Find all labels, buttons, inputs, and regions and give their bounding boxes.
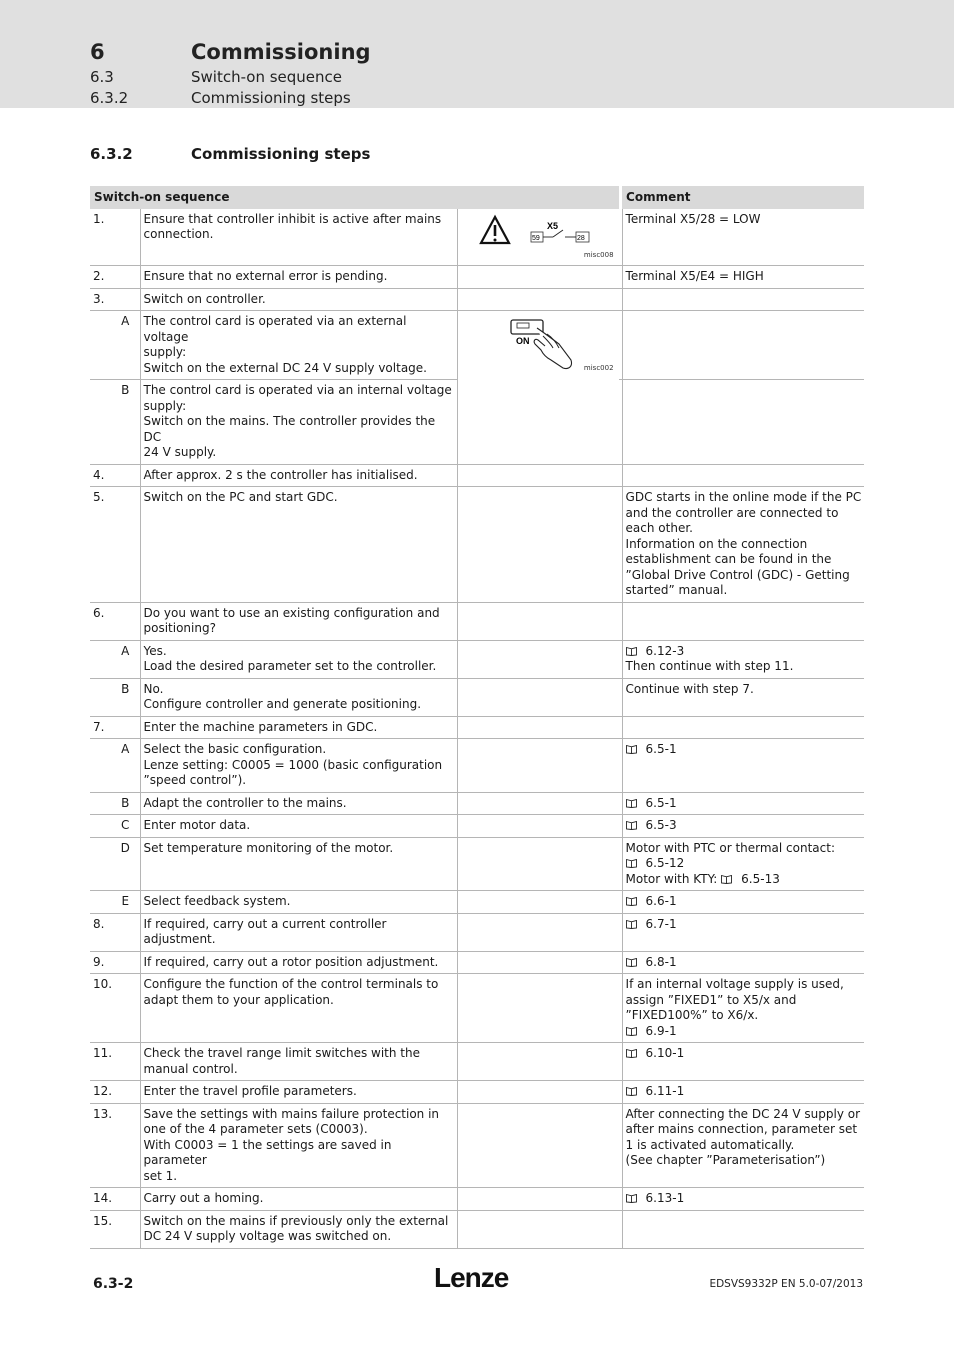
book-icon (721, 873, 732, 882)
on-label: ON (515, 336, 529, 346)
table-header-row (90, 186, 864, 209)
table-row: 15. Switch on the mains if previously only the external DC 24 V supply voltage was switched on. (90, 1210, 864, 1248)
table-row: 7. Enter the machine parameters in GDC. (90, 716, 864, 739)
terminal-59-label: 59 (531, 234, 540, 242)
book-icon (626, 895, 637, 904)
subsection-title: Commissioning steps (191, 89, 351, 107)
figure-label-misc002: misc002 (583, 364, 614, 372)
terminal-28-label: 28 (576, 234, 585, 242)
page-reference: 6.8-1 (645, 954, 677, 969)
figure-controller-inhibit (457, 209, 619, 266)
page-reference: 6.13-1 (645, 1191, 685, 1205)
book-icon (626, 1192, 637, 1201)
table-row: 9. If required, carry out a rotor position adjustment. 6.8-1 (90, 951, 864, 974)
page-reference: 6.5-13 (741, 871, 780, 886)
table-row: 3. Switch on controller. (90, 288, 864, 311)
page-section-title: Commissioning steps (191, 145, 371, 163)
page-reference: 6.12-3 (645, 643, 685, 658)
page-reference: 6.10-1 (645, 1046, 685, 1060)
page-reference: 6.7-1 (645, 916, 677, 931)
section-title: Switch-on sequence (191, 68, 343, 86)
page-reference: 6.5-1 (645, 742, 677, 756)
book-icon (626, 645, 637, 654)
book-icon (626, 1025, 637, 1034)
table-row: D Set temperature monitoring of the motor. Motor with PTC or thermal contact: 6.5-12 Motor with KTY: 6.5-13 (90, 837, 864, 891)
column-header-comment: Comment (622, 186, 864, 209)
ptc-label: Motor with PTC or thermal contact: (625, 840, 835, 855)
lenze-logo: Lenze (434, 1262, 509, 1293)
table-row: 14. Carry out a homing. 6.13-1 (90, 1188, 864, 1211)
book-icon (626, 857, 637, 866)
table-row: E Select feedback system. 6.6-1 (90, 891, 864, 914)
table-row: 6. Do you want to use an existing configuration and positioning? (90, 602, 864, 640)
kty-label: Motor with KTY: (625, 871, 718, 886)
book-icon (626, 1085, 637, 1094)
page-reference: 6.5-3 (645, 818, 677, 832)
chapter-number: 6 (90, 40, 105, 64)
commissioning-steps-table (90, 186, 864, 1249)
table-row: B No. Configure controller and generate positioning. Continue with step 7. (90, 678, 864, 716)
subsection-number: 6.3.2 (90, 89, 129, 107)
table-row: 1. Ensure that controller inhibit is active after mains connection. X5 59 28 misc008 Terminal X5/28 = LOW (90, 209, 864, 266)
column-header-sequence: Switch-on sequence (90, 186, 619, 209)
table-row: B Adapt the controller to the mains. 6.5-1 (90, 792, 864, 815)
page-section-number: 6.3.2 (90, 145, 133, 163)
book-icon (626, 743, 637, 752)
table-row: 10. Configure the function of the control terminals to adapt them to your application. If an internal voltage supply is used, assign ”FIXED1” to X5/x and ”FIXED100%” to X6/x. 6.9-1 (90, 974, 864, 1043)
document-id: EDSVS9332P EN 5.0-07/2013 (709, 1278, 863, 1290)
book-icon (626, 918, 637, 927)
page-reference: 6.11-1 (645, 1084, 685, 1098)
book-icon (626, 797, 637, 806)
figure-label-misc008: misc008 (583, 250, 614, 259)
table-row: A Yes. Load the desired parameter set to the controller. 6.12-3 Then continue with step 11. (90, 640, 864, 678)
section-number: 6.3 (90, 68, 114, 86)
book-icon (626, 956, 637, 965)
page-reference: 6.9-1 (645, 1023, 677, 1038)
page-reference: 6.5-1 (645, 795, 677, 810)
table-row: 11. Check the travel range limit switches with the manual control. 6.10-1 (90, 1043, 864, 1081)
table-row: 13. Save the settings with mains failure protection in one of the 4 parameter sets (C0003). With C0003 = 1 the settings are saved in parameter set 1. After connecting the DC 24 V supply or after mains connection, parameter set 1 is activated automatically. (See chapter ”Parameterisation”) (90, 1103, 864, 1188)
page-reference: 6.6-1 (645, 894, 677, 908)
chapter-title: Commissioning (191, 40, 371, 64)
book-icon (626, 1047, 637, 1056)
table-row: C Enter motor data. 6.5-3 (90, 815, 864, 838)
table-row: A Select the basic configuration. Lenze setting: C0005 = 1000 (basic configuration ”speed control”). 6.5-1 (90, 739, 864, 793)
table-row: A The control card is operated via an external voltage supply: Switch on the external DC 24 V supply voltage. ON misc002 (90, 311, 864, 380)
book-icon (626, 819, 637, 828)
page-reference: 6.5-12 (645, 856, 685, 870)
table-row: B The control card is operated via an internal voltage supply: Switch on the mains. The controller provides the DC 24 V supply. (90, 380, 864, 465)
page-number: 6.3-2 (93, 1276, 134, 1292)
header-band (0, 0, 954, 108)
table-row: 12. Enter the travel profile parameters. 6.11-1 (90, 1081, 864, 1104)
x5-label: X5 (546, 220, 558, 231)
table-row: 8. If required, carry out a current controller adjustment. 6.7-1 (90, 913, 864, 951)
table-row: 2. Ensure that no external error is pending. Terminal X5/E4 = HIGH (90, 266, 864, 289)
table-row: 5. Switch on the PC and start GDC. GDC starts in the online mode if the PC and the controller are connected to each other. Information on the connection establishment can be found in the ”Global Drive Control (GDC) - Getting started” manual. (90, 487, 864, 603)
table-row: 4. After approx. 2 s the controller has initialised. (90, 464, 864, 487)
figure-switch-on (457, 311, 619, 465)
